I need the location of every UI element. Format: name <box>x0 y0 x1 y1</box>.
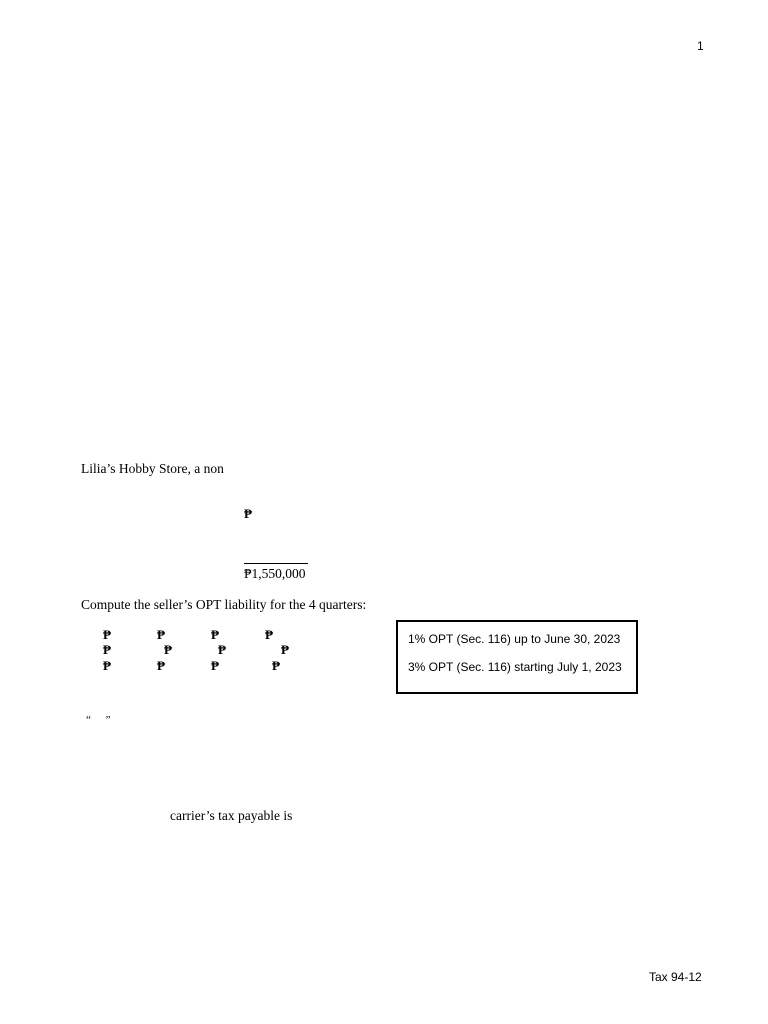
peso-sign: ₱ <box>157 627 165 642</box>
peso-sign: ₱ <box>211 627 219 642</box>
quote-marks: “ ” <box>86 714 117 726</box>
carrier-text: carrier’s tax payable is <box>170 808 293 823</box>
peso-sign: ₱ <box>103 642 111 657</box>
peso-sign: ₱ <box>244 506 252 521</box>
total-underline <box>244 563 308 564</box>
peso-sign: ₱ <box>218 642 226 657</box>
peso-sign: ₱ <box>211 658 219 673</box>
total-sales-amount: ₱1,550,000 <box>244 566 306 581</box>
opt-rate-box <box>396 620 638 694</box>
peso-sign: ₱ <box>157 658 165 673</box>
peso-sign: ₱ <box>164 642 172 657</box>
footer-code: Tax 94-12 <box>649 970 702 984</box>
peso-sign: ₱ <box>272 658 280 673</box>
rate-line-2: 3% OPT (Sec. 116) starting July 1, 2023 <box>408 660 622 674</box>
peso-sign: ₱ <box>103 658 111 673</box>
question-text: Compute the seller’s OPT liability for the 4 quarters: <box>81 597 367 612</box>
peso-sign: ₱ <box>265 627 273 642</box>
page-number: 1 <box>697 39 704 53</box>
peso-sign: ₱ <box>281 642 289 657</box>
rate-line-1: 1% OPT (Sec. 116) up to June 30, 2023 <box>408 632 621 646</box>
intro-text: Lilia’s Hobby Store, a non <box>81 461 224 476</box>
peso-sign: ₱ <box>103 627 111 642</box>
